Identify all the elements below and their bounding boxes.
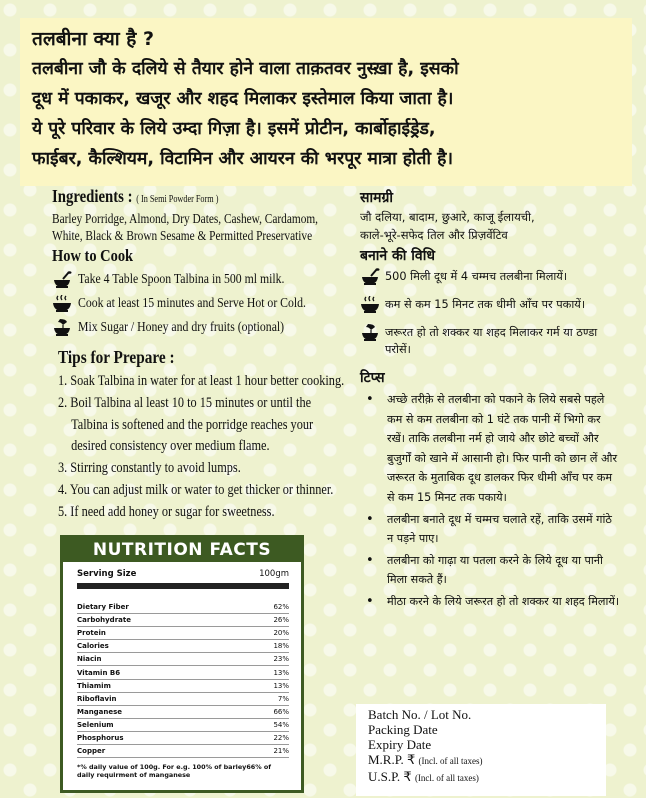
nutrient-value: 26% bbox=[273, 616, 289, 625]
nutrition-facts-panel bbox=[60, 535, 304, 793]
nutrient-name: Vitamin B6 bbox=[77, 668, 121, 677]
nutrition-facts-body bbox=[63, 562, 301, 779]
nutrient-name: Carbohydrate bbox=[77, 616, 131, 625]
nutrient-name: Calories bbox=[77, 642, 109, 651]
nutrient-name: Dietary Fiber bbox=[77, 603, 129, 612]
cook-step bbox=[52, 292, 352, 316]
intro-line: दूध में पकाकर, खजूर और शहद मिलाकर इस्तेमाल किया जाता है। bbox=[32, 89, 454, 109]
tip-line: Talbina is softened and the porridge reaches your bbox=[71, 416, 314, 433]
nutrition-divider bbox=[77, 581, 289, 589]
nutrient-value: 13% bbox=[273, 668, 289, 677]
nutrient-row bbox=[77, 627, 289, 640]
cook-step bbox=[52, 268, 352, 292]
intro-line: तलबीना जौ के दलिये से तैयार होने वाला ताक़तवर नुस्ख़ा है, इसको bbox=[32, 59, 459, 79]
hindi-tip: • तलबीना को गाढ़ा या पतला करने के लिये दूध या पानी मिला सकते हैं। bbox=[360, 551, 620, 590]
bowl-spoon-icon bbox=[360, 268, 380, 286]
hindi-tips-heading: टिप्स bbox=[360, 370, 385, 386]
tip-line: 1. Soak Talbina in water for at least 1 hour better cooking. bbox=[58, 373, 345, 389]
hindi-method-text: 500 मिली दूध में 4 चम्मच तलबीना मिलायें। bbox=[385, 270, 568, 283]
serving-size-row bbox=[77, 567, 289, 581]
usp-row bbox=[368, 769, 596, 786]
tips-section bbox=[58, 346, 358, 524]
ingredients-heading: Ingredients : ( In Semi Powder Form ) bbox=[52, 186, 219, 206]
nutrient-value: 18% bbox=[273, 642, 289, 651]
nutrition-footnote: *% daily value of 100g. For e.g. 100% of barley66% of daily requirment of manganese bbox=[77, 763, 272, 780]
nutrient-row bbox=[77, 666, 289, 679]
hindi-method-list bbox=[360, 268, 620, 358]
tips-heading: Tips for Prepare : bbox=[58, 347, 175, 367]
usp-label: U.S.P. ₹ bbox=[368, 769, 412, 784]
tip-line: 3. Stirring constantly to avoid lumps. bbox=[58, 460, 241, 477]
nutrient-value: 13% bbox=[273, 681, 289, 690]
intro-panel bbox=[20, 18, 632, 186]
nutrient-rows bbox=[77, 601, 289, 758]
hindi-tip: • तलबीना बनाते दूध में चम्मच चलाते रहें, ताकि उसमें गांठे न पड़ने पाए। bbox=[360, 510, 620, 549]
tip-line: desired consistency over medium flame. bbox=[71, 438, 270, 455]
nutrient-row bbox=[77, 653, 289, 666]
ingredients-text bbox=[52, 210, 354, 244]
mrp-tax-note: (Incl. of all taxes) bbox=[418, 756, 483, 766]
nutrient-value: 22% bbox=[273, 733, 289, 742]
nutrient-row bbox=[77, 745, 289, 758]
intro-line: ये पूरे परिवार के लिये उम्दा गिज़ा है। इसमें प्रोटीन, कार्बोहाईड्रेड, bbox=[32, 119, 436, 139]
usp-tax-note: (Incl. of all taxes) bbox=[414, 773, 479, 783]
nutrient-row bbox=[77, 706, 289, 719]
hindi-method-text: जरूरत हो तो शक्कर या शहद मिलाकर गर्म या ठण्डा परोसें। bbox=[385, 326, 598, 356]
english-column bbox=[52, 186, 352, 340]
how-to-cook-heading: How to Cook bbox=[52, 246, 134, 265]
nutrient-name: Protein bbox=[77, 629, 106, 638]
nutrient-row bbox=[77, 693, 289, 706]
hindi-tip: • अच्छे तरीक़े से तलबीना को पकाने के लिये सबसे पहले कम से कम तलबीना को 1 घंटे तक पानी में भिगो कर रखें। ताकि तलबीना नर्म हो जाये और छोटे बच्चों और बुजुर्गों को खाने में आसानी हो। फिर पानी को छान लें और जरूरत के मुताबिक दूध डालकर फिर धीमी आँच पर कम से कम 15 मिनट तक पकाये। bbox=[360, 390, 620, 508]
hindi-method-step bbox=[360, 268, 620, 286]
nutrient-value: 66% bbox=[273, 707, 289, 716]
nutrient-value: 20% bbox=[273, 629, 289, 638]
hindi-method-heading: बनाने की विधि bbox=[360, 248, 435, 264]
nutrient-value: 7% bbox=[277, 694, 289, 703]
nutrient-value: 21% bbox=[273, 747, 289, 756]
nutrient-name: Copper bbox=[77, 747, 106, 756]
mrp-row bbox=[368, 752, 596, 769]
tips-list bbox=[58, 371, 358, 524]
nutrient-name: Manganese bbox=[77, 707, 123, 716]
tip-line: 2. Boil Talbina al least 10 to 15 minutes or until the bbox=[58, 394, 312, 411]
hindi-method-step bbox=[360, 324, 620, 358]
hindi-column bbox=[360, 188, 620, 614]
hindi-ingredients-heading: सामग्री bbox=[360, 190, 393, 206]
hindi-method-text: कम से कम 15 मिनट तक धीमी आँच पर पकायें। bbox=[385, 298, 586, 311]
nutrient-name: Phosphorus bbox=[77, 733, 124, 742]
pouring-bowl-icon bbox=[52, 319, 72, 337]
hindi-tips-list bbox=[360, 390, 620, 612]
nutrient-name: Riboflavin bbox=[77, 694, 117, 703]
hindi-method-step bbox=[360, 296, 620, 314]
pouring-bowl-icon bbox=[360, 324, 380, 342]
nutrient-name: Niacin bbox=[77, 655, 102, 664]
nutrient-row bbox=[77, 640, 289, 653]
hindi-ingredients-line: काले-भूरे-सफेद तिल और प्रिज़र्वेटिव bbox=[360, 228, 508, 242]
cook-step-text: Mix Sugar / Honey and dry fruits (optional) bbox=[78, 320, 285, 335]
nutrient-value: 23% bbox=[273, 655, 289, 664]
nutrient-row bbox=[77, 732, 289, 745]
ingredients-note: ( In Semi Powder Form ) bbox=[136, 194, 219, 205]
tip-line: 4. You can adjust milk or water to get thicker or thinner. bbox=[58, 481, 334, 498]
hindi-ingredients-line: जौ दलिया, बादाम, छुआरे, काजू ईलायची, bbox=[360, 210, 535, 224]
cook-step-text: Take 4 Table Spoon Talbina in 500 ml milk. bbox=[78, 272, 285, 287]
packing-date-label: Packing Date bbox=[368, 722, 438, 737]
nutrient-value: 54% bbox=[273, 720, 289, 729]
batch-number-label: Batch No. / Lot No. bbox=[368, 707, 472, 722]
cook-step-text: Cook at least 15 minutes and Serve Hot or Cold. bbox=[78, 296, 306, 311]
batch-info-box bbox=[356, 704, 606, 796]
serving-size-value: 100gm bbox=[259, 569, 289, 579]
hindi-tip: • मीठा करने के लिये जरूरत हो तो शक्कर या शहद मिलायें। bbox=[360, 592, 620, 612]
mrp-label: M.R.P. ₹ bbox=[368, 752, 416, 767]
intro-question: तलबीना क्या है ? bbox=[32, 28, 155, 50]
hindi-ingredients-text bbox=[360, 208, 620, 244]
nutrient-row bbox=[77, 614, 289, 627]
how-to-cook-list bbox=[52, 268, 352, 340]
intro-paragraph bbox=[32, 54, 620, 174]
nutrient-row bbox=[77, 601, 289, 614]
steaming-bowl-icon bbox=[52, 295, 72, 313]
nutrient-name: Thiamim bbox=[77, 681, 111, 690]
steaming-bowl-icon bbox=[360, 296, 380, 314]
ingredients-line: Barley Porridge, Almond, Dry Dates, Cashew, Cardamom, bbox=[52, 211, 319, 226]
expiry-date-label: Expiry Date bbox=[368, 737, 432, 752]
nutrient-row bbox=[77, 719, 289, 732]
nutrition-facts-title: NUTRITION FACTS bbox=[63, 538, 301, 562]
ingredients-line: White, Black & Brown Sesame & Permitted Preservative bbox=[52, 228, 313, 243]
serving-size-label: Serving Size bbox=[77, 569, 137, 579]
nutrient-value: 62% bbox=[273, 603, 289, 612]
cook-step bbox=[52, 316, 352, 340]
nutrient-name: Selenium bbox=[77, 720, 114, 729]
bowl-spoon-icon bbox=[52, 271, 72, 289]
intro-line: फाईबर, कैल्शियम, विटामिन और आयरन की भरपूर मात्रा होती है। bbox=[32, 149, 454, 169]
nutrient-row bbox=[77, 680, 289, 693]
tip-line: 5. If need add honey or sugar for sweetness. bbox=[58, 503, 275, 520]
